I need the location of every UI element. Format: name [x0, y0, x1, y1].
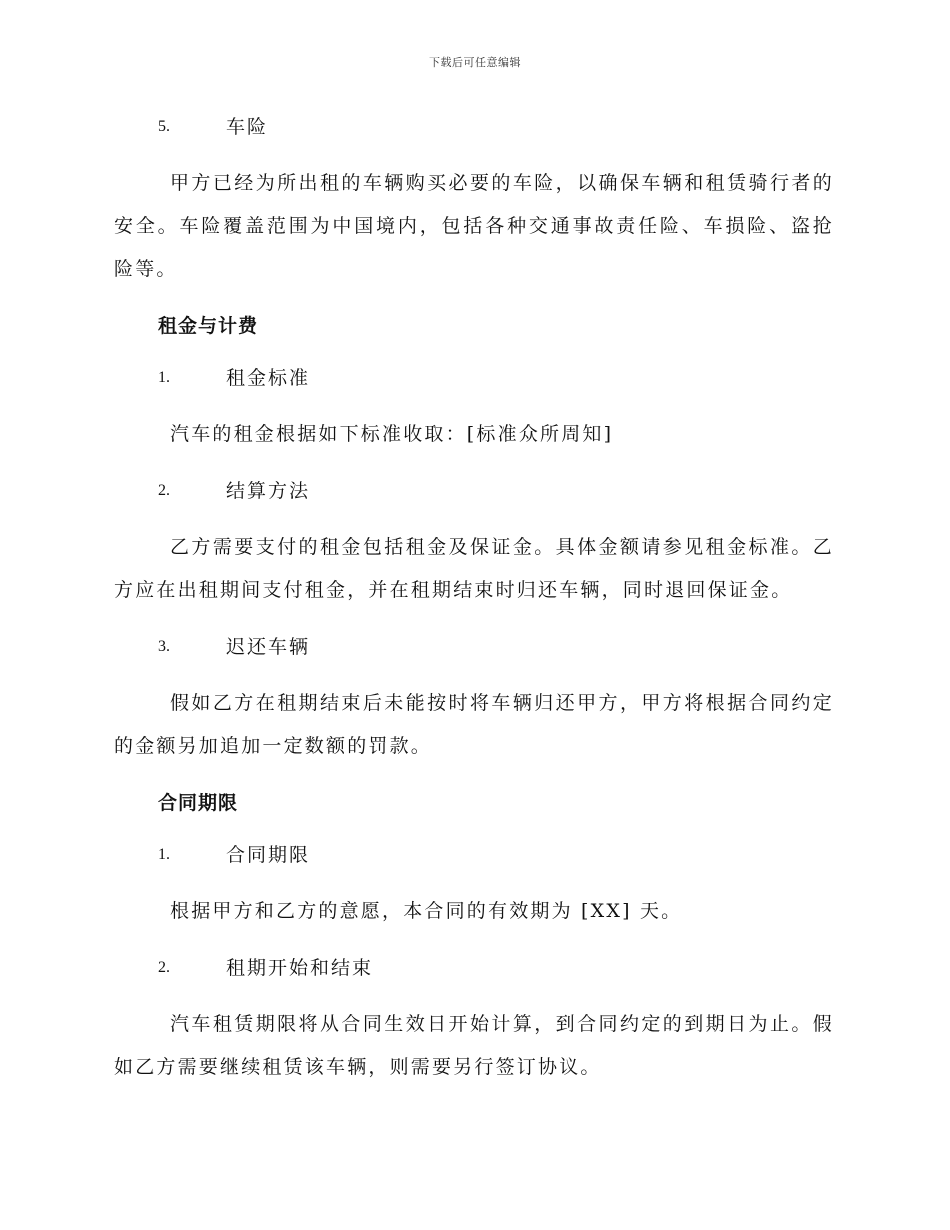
item-title: 迟还车辆 — [226, 636, 311, 658]
item-title: 结算方法 — [226, 480, 311, 502]
item-heading — [114, 838, 834, 872]
item-title: 租期开始和结束 — [226, 957, 374, 979]
item-number: 5. — [158, 118, 170, 135]
item-number: 1. — [158, 369, 170, 386]
paragraph: 乙方需要支付的租金包括租金及保证金。具体金额请参见租金标准。乙方应在出租期间支付租金，并在租期结束时归还车辆，同时退回保证金。 — [114, 536, 834, 601]
item-heading — [114, 630, 834, 664]
item-heading — [114, 361, 834, 395]
section-title: 租金与计费 — [158, 315, 259, 337]
item-number: 2. — [158, 959, 170, 976]
item-heading — [114, 110, 834, 144]
item-number: 2. — [158, 482, 170, 499]
paragraph: 根据甲方和乙方的意愿，本合同的有效期为 [XX] 天。 — [170, 900, 683, 922]
paragraph: 汽车租赁期限将从合同生效日开始计算，到合同约定的到期日为止。假如乙方需要继续租赁该车辆，则需要另行签订协议。 — [114, 1013, 834, 1078]
item-number: 1. — [158, 846, 170, 863]
paragraph: 甲方已经为所出租的车辆购买必要的车险，以确保车辆和租赁骑行者的安全。车险覆盖范围为中国境内，包括各种交通事故责任险、车损险、盗抢险等。 — [114, 172, 834, 280]
document-body — [114, 110, 834, 1107]
item-title: 租金标准 — [226, 367, 311, 389]
section-title: 合同期限 — [158, 792, 239, 814]
item-title: 合同期限 — [226, 844, 311, 866]
page-header: 下载后可任意编辑 — [429, 56, 521, 69]
item-heading — [114, 474, 834, 508]
paragraph: 假如乙方在租期结束后未能按时将车辆归还甲方，甲方将根据合同约定的金额另加追加一定数额的罚款。 — [114, 692, 834, 757]
item-title: 车险 — [226, 116, 269, 138]
item-number: 3. — [158, 638, 170, 655]
paragraph: 汽车的租金根据如下标准收取：[标准众所周知] — [170, 423, 614, 445]
item-heading — [114, 951, 834, 985]
